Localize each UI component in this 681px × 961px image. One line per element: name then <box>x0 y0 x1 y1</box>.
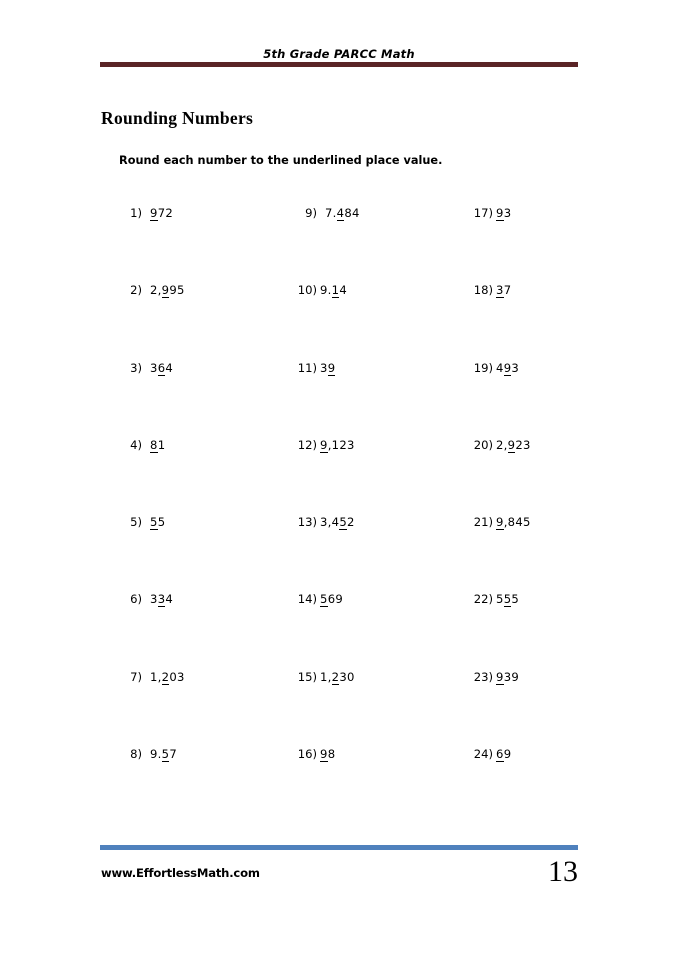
problem-value <box>320 592 343 606</box>
value-suffix: 9 <box>503 747 512 762</box>
underlined-digit: 9 <box>327 360 336 375</box>
problem-number: 17) <box>473 206 493 220</box>
problem-item[interactable] <box>118 747 177 761</box>
value-suffix: 3 <box>503 206 512 220</box>
problem-number: 4) <box>130 437 142 452</box>
value-suffix: 84 <box>344 206 360 220</box>
page-number: 13 <box>548 855 578 888</box>
problem-row <box>0 283 681 360</box>
problem-grid <box>0 206 681 824</box>
problem-item[interactable] <box>293 747 335 761</box>
value-prefix: 9. <box>320 283 332 298</box>
problem-number: 20) <box>473 437 493 452</box>
problem-item[interactable] <box>118 592 173 606</box>
problem-row <box>0 515 681 592</box>
footer-website-url: www.EffortlessMath.com <box>101 866 260 880</box>
value-suffix: ,845 <box>503 515 531 530</box>
value-prefix: 4 <box>496 360 504 375</box>
problem-number: 10) <box>297 283 317 298</box>
problem-number: 15) <box>297 669 317 684</box>
problem-value <box>320 283 347 297</box>
problem-number: 18) <box>473 283 493 298</box>
problem-item[interactable] <box>293 361 335 375</box>
problem-value <box>320 438 355 452</box>
value-suffix: 03 <box>169 669 185 684</box>
underlined-digit: 9 <box>507 437 516 452</box>
footer-divider <box>100 845 578 850</box>
problem-value <box>496 515 531 529</box>
page-title: Rounding Numbers <box>101 107 254 128</box>
value-prefix: 3 <box>150 592 158 607</box>
value-suffix: 69 <box>327 592 344 607</box>
value-suffix: 7 <box>169 747 178 762</box>
problem-value <box>150 592 173 606</box>
problem-item[interactable] <box>118 670 185 684</box>
problem-number: 3) <box>130 360 142 375</box>
problem-value <box>496 592 519 606</box>
underlined-digit: 2 <box>331 669 340 684</box>
problem-number: 21) <box>473 515 493 530</box>
value-suffix: ,123 <box>327 437 355 452</box>
value-suffix: 5 <box>511 592 520 607</box>
problem-item[interactable] <box>469 592 519 606</box>
problem-number: 13) <box>297 515 317 530</box>
problem-item[interactable] <box>293 670 355 684</box>
problem-row <box>0 438 681 515</box>
value-prefix: 3 <box>150 360 158 375</box>
problem-item[interactable] <box>293 592 343 606</box>
problem-item[interactable] <box>118 283 185 297</box>
problem-value <box>496 361 519 375</box>
value-suffix: 1 <box>157 437 166 452</box>
underlined-digit: 6 <box>496 747 504 762</box>
value-suffix: 4 <box>165 360 174 375</box>
underlined-digit: 9 <box>320 747 328 762</box>
value-suffix: 39 <box>503 669 520 684</box>
problem-item[interactable] <box>469 438 531 452</box>
underlined-digit: 9 <box>496 515 504 530</box>
instruction-text: Round each number to the underlined place value. <box>119 154 443 167</box>
underlined-digit: 5 <box>161 747 170 762</box>
underlined-digit: 9 <box>150 206 158 220</box>
problem-row <box>0 206 681 283</box>
page-header-title: 5th Grade PARCC Math <box>263 47 415 61</box>
header-divider <box>100 62 578 67</box>
problem-number: 14) <box>297 592 317 607</box>
problem-item[interactable] <box>469 206 511 220</box>
problem-value <box>150 438 165 452</box>
problem-item[interactable] <box>293 283 347 297</box>
problem-number: 11) <box>297 360 317 375</box>
problem-value <box>496 670 519 684</box>
problem-value <box>320 361 335 375</box>
problem-value <box>150 206 173 220</box>
value-suffix: 95 <box>169 283 185 298</box>
problem-number: 8) <box>130 747 142 762</box>
problem-value <box>150 361 173 375</box>
problem-row <box>0 670 681 747</box>
problem-item[interactable] <box>118 206 173 220</box>
underlined-digit: 3 <box>157 592 166 607</box>
problem-value <box>496 283 511 297</box>
value-suffix: 5 <box>157 515 166 530</box>
value-suffix: 30 <box>339 669 355 684</box>
problem-item[interactable] <box>293 206 360 220</box>
value-prefix: 2, <box>496 437 508 452</box>
problem-number: 9) <box>305 206 317 220</box>
problem-item[interactable] <box>293 515 355 529</box>
underlined-digit: 8 <box>150 437 158 452</box>
problem-value <box>150 670 185 684</box>
problem-value <box>320 747 335 761</box>
underlined-digit: 9 <box>161 283 170 298</box>
problem-value <box>320 670 355 684</box>
problem-number: 5) <box>130 515 142 530</box>
problem-value <box>150 747 177 761</box>
problem-value <box>325 206 360 220</box>
value-prefix: 2, <box>150 283 162 298</box>
value-suffix: 2 <box>347 515 355 530</box>
underlined-digit: 5 <box>320 592 328 607</box>
underlined-digit: 6 <box>157 360 166 375</box>
value-suffix: 72 <box>157 206 174 220</box>
value-suffix: 4 <box>165 592 174 607</box>
problem-item[interactable] <box>469 670 519 684</box>
problem-item[interactable] <box>118 438 165 452</box>
value-prefix: 1, <box>320 669 332 684</box>
problem-row <box>0 592 681 669</box>
value-prefix: 7. <box>325 206 337 220</box>
problem-value <box>150 515 165 529</box>
problem-item[interactable] <box>293 438 355 452</box>
problem-row <box>0 361 681 438</box>
problem-number: 6) <box>130 592 142 607</box>
underlined-digit: 9 <box>496 206 504 220</box>
value-prefix: 1, <box>150 669 162 684</box>
problem-item[interactable] <box>469 283 511 297</box>
value-prefix: 3 <box>320 360 328 375</box>
underlined-digit: 5 <box>150 515 158 530</box>
problem-item[interactable] <box>118 361 173 375</box>
value-suffix: 8 <box>327 747 336 762</box>
problem-item[interactable] <box>469 361 519 375</box>
underlined-digit: 9 <box>496 669 504 684</box>
problem-number: 24) <box>473 747 493 762</box>
problem-item[interactable] <box>469 515 531 529</box>
problem-number: 2) <box>130 283 142 298</box>
problem-number: 19) <box>473 360 493 375</box>
underlined-digit: 9 <box>320 437 328 452</box>
value-prefix: 5 <box>496 592 504 607</box>
problem-number: 7) <box>130 669 142 684</box>
underlined-digit: 5 <box>339 515 348 530</box>
problem-value <box>496 206 511 220</box>
problem-number: 22) <box>473 592 493 607</box>
value-suffix: 3 <box>511 360 520 375</box>
underlined-digit: 5 <box>503 592 512 607</box>
problem-value <box>150 283 185 297</box>
problem-value <box>496 438 531 452</box>
problem-value <box>496 747 511 761</box>
problem-number: 1) <box>130 206 142 220</box>
value-prefix: 9. <box>150 747 162 762</box>
underlined-digit: 9 <box>503 360 512 375</box>
problem-number: 16) <box>297 747 317 762</box>
problem-number: 12) <box>297 437 317 452</box>
problem-number: 23) <box>473 669 493 684</box>
value-suffix: 23 <box>515 437 531 452</box>
underlined-digit: 2 <box>161 669 170 684</box>
problem-item[interactable] <box>469 747 511 761</box>
value-prefix: 3,4 <box>320 515 340 530</box>
underlined-digit: 1 <box>331 283 340 298</box>
problem-value <box>320 515 355 529</box>
problem-item[interactable] <box>118 515 165 529</box>
value-suffix: 4 <box>339 283 348 298</box>
value-suffix: 7 <box>503 283 512 298</box>
problem-row <box>0 747 681 824</box>
underlined-digit: 3 <box>496 283 504 298</box>
underlined-digit: 4 <box>336 206 345 220</box>
